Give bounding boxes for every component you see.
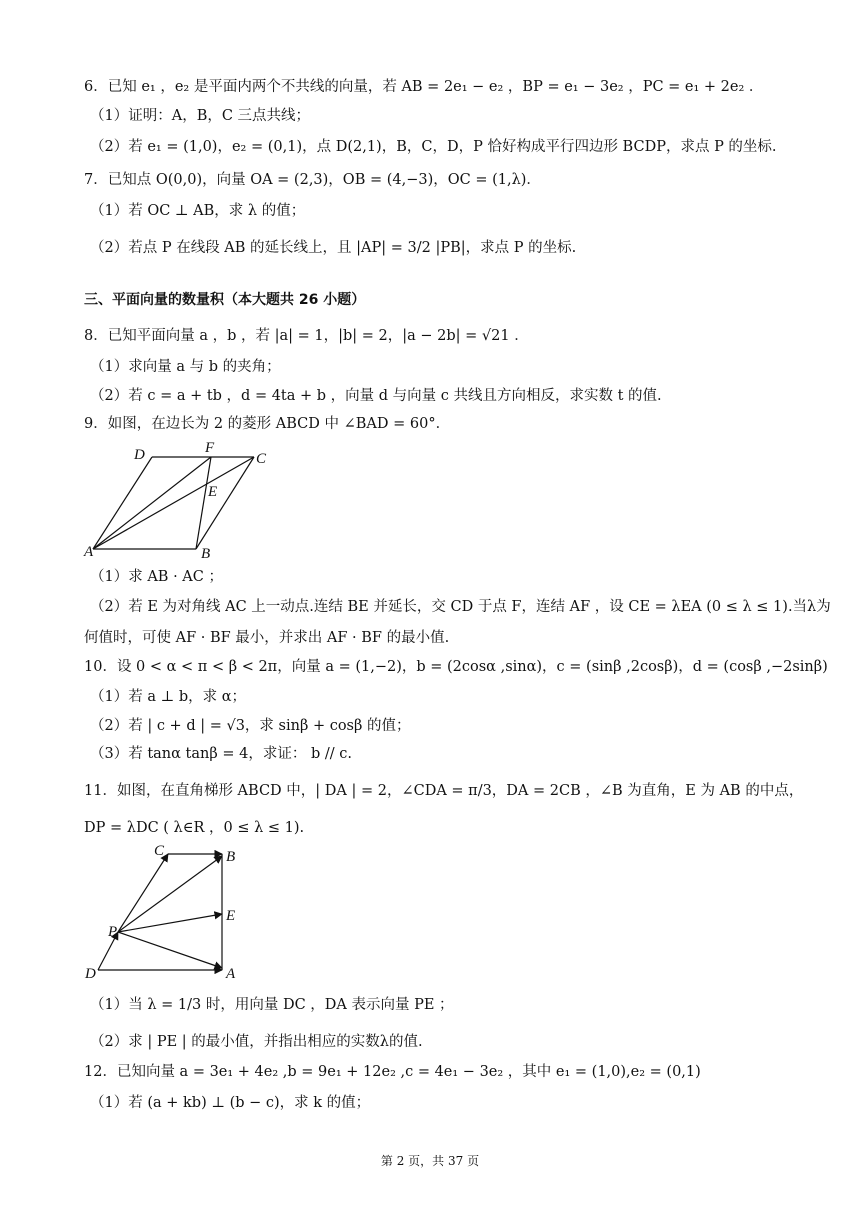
label-D: D [85,966,96,982]
section-heading: 三、平面向量的数量积（本大题共 26 小题） [84,292,366,308]
label-B: B [201,546,211,562]
label-E: E [226,908,236,924]
problem-9-part-2: （2）若 E 为对角线 AC 上一动点.连结 BE 并延长，交 CD 于点 F，连结 AF ，设 CE = λEA (0 ≤ λ ≤ 1).当λ为 [90,599,831,615]
rhombus-figure [84,440,284,565]
problem-11-part-1: （1）当 λ = 1/3 时，用向量 DC ，DA 表示向量 PE ； [90,997,454,1013]
problem-10-part-3: （3）若 tanα tanβ = 4，求证： b // c. [90,746,352,762]
problem-7-part-2: （2）若点 P 在线段 AB 的延长线上，且 |AP| = 3/2 |PB|，求点 P 的坐标. [90,240,577,256]
label-P: P [108,924,118,940]
problem-8-part-2: （2）若 c = a + tb ，d = 4ta + b ，向量 d 与向量 c 共线且方向相反，求实数 t 的值. [90,388,662,404]
problem-11-part-2: （2）求 | PE | 的最小值，并指出相应的实数λ的值. [90,1034,423,1050]
vector-pc [118,854,168,932]
problem-7-part-1: （1）若 OC ⊥ AB，求 λ 的值； [90,203,306,219]
problem-6-part-2: （2）若 e₁ = (1,0)，e₂ = (0,1)，点 D(2,1)，B，C，D，P 恰好构成平行四边形 BCDP，求点 P 的坐标. [90,139,777,155]
vector-pe [118,914,222,932]
problem-9-part-1: （1）求 AB · AC ； [90,569,223,585]
trapezoid-figure [84,842,254,982]
problem-6-statement: 6．已知 e₁ ，e₂ 是平面内两个不共线的向量，若 AB = 2e₁ − e₂ ，BP = e₁ − 3e₂ ，PC = e₁ + 2e₂ ． [84,79,764,95]
label-A: A [226,966,236,982]
label-F: F [205,440,215,456]
label-D: D [134,447,145,463]
page-footer: 第 2 页，共 37 页 [380,1154,480,1168]
problem-11-statement-cont: DP = λDC ( λ∈R ，0 ≤ λ ≤ 1). [84,820,305,836]
label-E: E [208,484,218,500]
problem-10-statement: 10．设 0 < α < π < β < 2π，向量 a = (1,−2)，b = (2cosα ,sinα)，c = (sinβ ,2cosβ)，d = (cosβ ,−2sinβ) [84,659,828,675]
problem-8-part-1: （1）求向量 a 与 b 的夹角； [90,359,281,375]
problem-7-statement: 7．已知点 O(0,0)，向量 OA = (2,3)，OB = (4,−3)，OC = (1,λ)． [84,172,541,188]
problem-9-part-2-cont: 何值时，可使 AF · BF 最小，并求出 AF · BF 的最小值. [84,630,450,646]
label-B: B [226,849,236,865]
vector-pb [118,856,222,932]
problem-10-part-1: （1）若 a ⊥ b，求 α； [90,689,247,705]
problem-12-part-1: （1）若 (a + kb) ⊥ (b − c)，求 k 的值； [90,1095,371,1111]
problem-8-statement: 8．已知平面向量 a ，b ，若 |a| = 1，|b| = 2，|a − 2b| = √21 ． [84,328,529,344]
segment-da [93,457,152,549]
segment-bc [196,457,254,549]
problem-9-statement: 9．如图，在边长为 2 的菱形 ABCD 中 ∠BAD = 60°． [84,416,451,432]
label-C: C [256,451,267,467]
problem-11-statement: 11．如图，在直角梯形 ABCD 中，| DA | = 2，∠CDA = π/3，DA = 2CB ，∠B 为直角，E 为 AB 的中点， [84,783,804,799]
segment-af [93,457,211,549]
problem-6-part-1: （1）证明：A，B，C 三点共线； [90,108,311,124]
problem-10-part-2: （2）若 | c + d | = √3，求 sinβ + cosβ 的值； [90,718,411,734]
diagonal-ac [93,457,254,549]
label-A: A [84,544,94,560]
vector-pa [118,932,222,968]
problem-12-statement: 12．已知向量 a = 3e₁ + 4e₂ ,b = 9e₁ + 12e₂ ,c = 4e₁ − 3e₂ ，其中 e₁ = (1,0),e₂ = (0,1) [84,1064,701,1080]
label-C: C [154,843,165,859]
segment-bf [196,457,211,549]
